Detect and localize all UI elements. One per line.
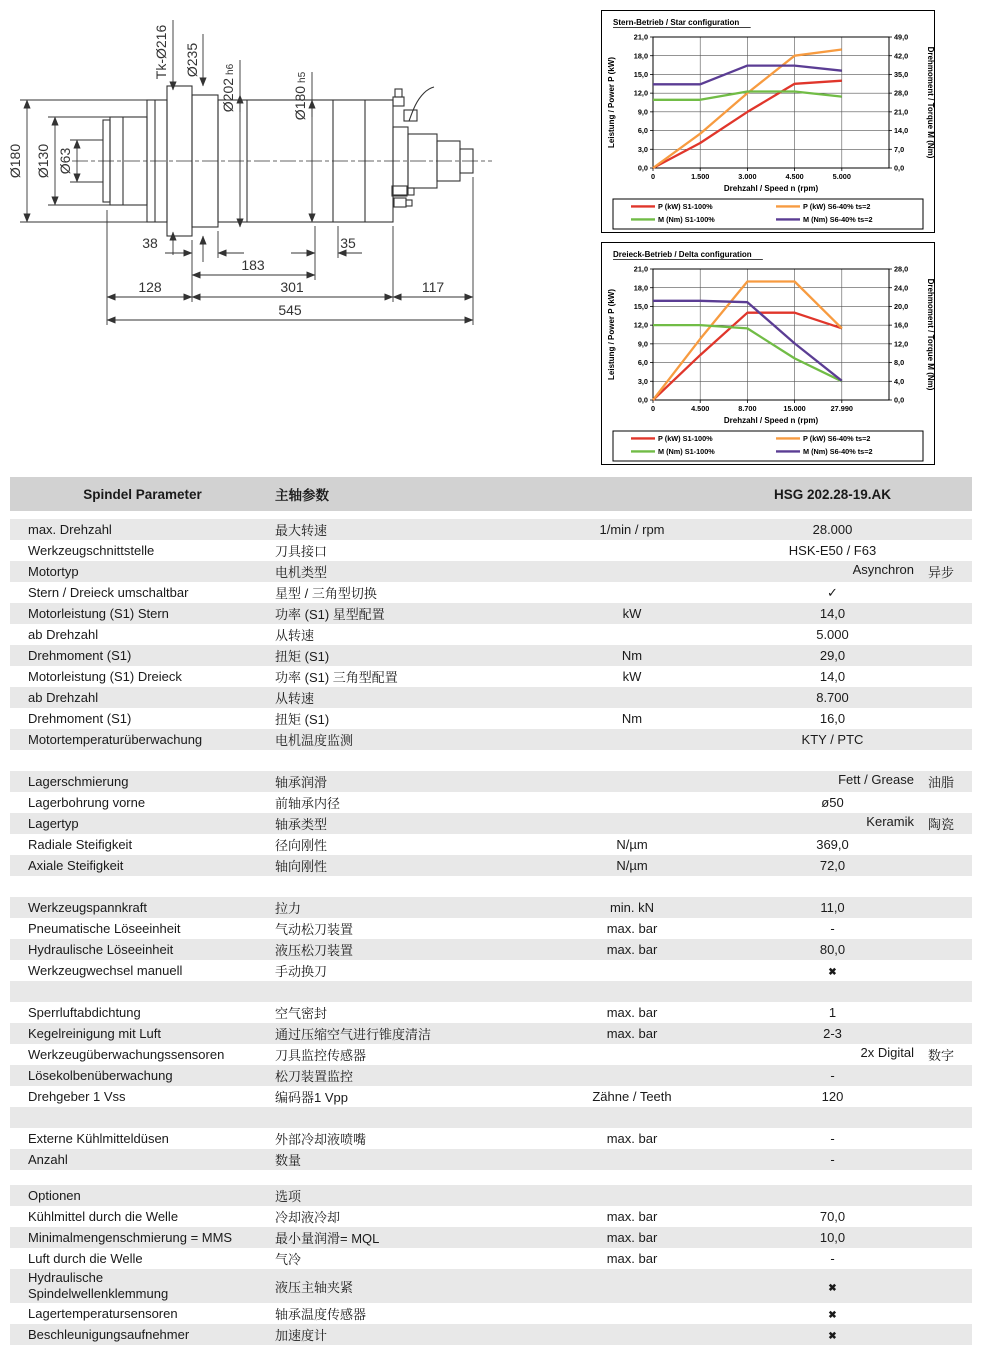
- param-name-zh: 功率 (S1) 三角型配置: [275, 670, 398, 685]
- param-name-de: Werkzeugwechsel manuell: [28, 963, 183, 978]
- right-axis-tick-label: 0,0: [894, 163, 905, 173]
- param-name-zh: 轴承类型: [275, 817, 328, 832]
- param-value: 80,0: [819, 942, 846, 957]
- param-value: -: [830, 1068, 835, 1083]
- right-axis-tick-label: 49,0: [894, 32, 909, 42]
- dimension-labels: [7, 25, 444, 318]
- param-value: 2x Digital 数字: [860, 1045, 954, 1063]
- param-value: 29,0: [819, 648, 846, 663]
- legend-label: M (Nm) S1-100%: [658, 215, 715, 224]
- table-row: [10, 1269, 972, 1303]
- table-row: [10, 603, 972, 624]
- table-row: [10, 792, 972, 813]
- table-row: [10, 1002, 972, 1023]
- param-name-zh: 外部冷却液喷嘴: [275, 1132, 367, 1147]
- dim-label-d180h5: Ø180h5: [292, 71, 308, 121]
- spec-table-header: [10, 477, 972, 511]
- param-name-de: ab Drehzahl: [28, 627, 99, 642]
- left-axis-tick-label: 12,0: [633, 88, 648, 98]
- param-name-de: Beschleunigungsaufnehmer: [28, 1327, 190, 1342]
- spacer-row: [10, 750, 972, 771]
- right-axis-tick-label: 4,0: [894, 376, 905, 386]
- param-value-zh: 油脂: [927, 775, 954, 790]
- param-value: -: [830, 1152, 835, 1167]
- param-value: 5.000: [816, 627, 849, 642]
- param-name-de: Hydraulische Löseeinheit: [28, 942, 174, 957]
- x-axis-tick-label: 15.000: [783, 404, 806, 413]
- table-row: [10, 834, 972, 855]
- x-axis-tick-label: 4.500: [691, 404, 710, 413]
- x-axis-tick-label: 0: [650, 172, 656, 181]
- param-name-de: Kühlmittel durch die Welle: [28, 1209, 179, 1224]
- param-unit: N/µm: [616, 858, 648, 873]
- star-chart-svg: [601, 10, 935, 233]
- table-row: [10, 1227, 972, 1248]
- param-name-zh: 选项: [275, 1189, 302, 1204]
- legend-label: P (kW) S6-40% ts=2: [803, 434, 871, 443]
- param-name-de: Drehmoment (S1): [28, 711, 132, 726]
- x-axis-title: Drehzahl / Speed n (rpm): [723, 184, 819, 193]
- param-name-zh: 功率 (S1) 星型配置: [275, 607, 385, 622]
- table-row: [10, 1185, 972, 1206]
- table-row: [10, 729, 972, 750]
- param-unit: 1/min / rpm: [599, 522, 665, 537]
- param-name-zh: 编码器1 Vpp: [275, 1090, 348, 1105]
- table-row: [10, 939, 972, 960]
- param-name-de: Anzahl: [28, 1152, 68, 1167]
- spacer-row: [10, 1170, 972, 1185]
- spacer-row: [10, 876, 972, 897]
- param-name-de: Lösekolbenüberwachung: [28, 1068, 173, 1083]
- legend-label: P (kW) S6-40% ts=2: [803, 202, 871, 211]
- dim-label-tk216: Tk-Ø216: [153, 24, 169, 80]
- param-value: ✖: [828, 1310, 837, 1321]
- param-value: ✖: [828, 1282, 837, 1294]
- chart-title: Stern-Betrieb / Star configuration: [613, 18, 740, 27]
- x-axis-title: Drehzahl / Speed n (rpm): [723, 416, 819, 425]
- left-axis-tick-label: 12,0: [633, 320, 648, 330]
- spacer-row: [10, 981, 972, 1002]
- param-name-de: Externe Kühlmitteldüsen: [28, 1131, 169, 1146]
- param-unit: max. bar: [606, 942, 658, 957]
- table-row: [10, 918, 972, 939]
- param-name-zh: 液压主轴夹紧: [275, 1279, 354, 1295]
- param-name-zh: 最小量润滑= MQL: [275, 1231, 380, 1246]
- dim-label-d63: Ø63: [57, 147, 73, 175]
- param-name-de: Stern / Dreieck umschaltbar: [28, 585, 189, 600]
- param-value: 72,0: [819, 858, 846, 873]
- param-name-de: Lagertyp: [28, 816, 79, 831]
- dim-label-38: 38: [142, 235, 158, 251]
- right-axis-tick-label: 0,0: [894, 395, 905, 405]
- delta-chart-svg: [601, 242, 935, 465]
- cable: [409, 87, 434, 121]
- left-axis-tick-label: 18,0: [633, 283, 648, 293]
- param-name-de: Radiale Steifigkeit: [28, 837, 133, 852]
- left-axis-tick-label: 15,0: [633, 302, 648, 312]
- x-axis-tick-label: 4.500: [785, 172, 804, 181]
- param-name-zh: 扭矩 (S1): [275, 649, 330, 664]
- right-axis-tick-label: 28,0: [894, 264, 909, 274]
- param-name-de: Kegelreinigung mit Luft: [28, 1026, 161, 1041]
- table-row: [10, 960, 972, 981]
- dim-label-183: 183: [241, 257, 265, 273]
- left-axis-title: Leistung / Power P (kW): [607, 57, 616, 148]
- param-value: 14,0: [819, 606, 846, 621]
- param-name-zh: 前轴承内径: [275, 796, 341, 811]
- param-name-de: Luft durch die Welle: [28, 1251, 143, 1266]
- x-axis-tick-label: 27.990: [830, 404, 853, 413]
- table-row: [10, 561, 972, 582]
- table-row: [10, 855, 972, 876]
- param-name-zh: 从转速: [275, 628, 315, 643]
- x-axis-tick-label: 0: [650, 404, 656, 413]
- dim-label-35: 35: [340, 235, 356, 251]
- table-row: [10, 1023, 972, 1044]
- right-axis-tick-label: 7,0: [894, 144, 905, 154]
- param-name-zh: 从转速: [275, 691, 315, 706]
- param-value: 2-3: [823, 1026, 842, 1041]
- param-name-zh: 轴向刚性: [275, 859, 328, 874]
- dim-label-128: 128: [138, 279, 162, 295]
- param-unit: kW: [622, 669, 642, 684]
- param-name-de: Optionen: [28, 1188, 81, 1203]
- param-name-de: Motortemperaturüberwachung: [28, 732, 203, 747]
- param-value: -: [830, 1251, 835, 1266]
- left-axis-title: Leistung / Power P (kW): [607, 289, 616, 380]
- param-name-de: Lagertemperatursensoren: [28, 1306, 178, 1321]
- right-axis-title: Drehmoment / Torque M (Nm): [926, 46, 935, 159]
- param-name-de: Werkzeugschnittstelle: [28, 543, 155, 558]
- table-row: [10, 1303, 972, 1324]
- param-name-zh: 气冷: [275, 1252, 302, 1267]
- right-axis-tick-label: 20,0: [894, 302, 909, 312]
- param-name-zh: 刀具监控传感器: [275, 1048, 367, 1063]
- dim-label-545: 545: [278, 302, 302, 318]
- param-name-zh: 松刀装置监控: [275, 1069, 354, 1084]
- left-axis-tick-label: 3,0: [637, 144, 648, 154]
- dim-label-117: 117: [421, 279, 445, 295]
- param-name-zh: 径向刚性: [275, 838, 328, 853]
- param-name-zh: 星型 / 三角型切换: [275, 586, 377, 601]
- chart-title: Dreieck-Betrieb / Delta configuration: [613, 250, 752, 259]
- param-name-de: ab Drehzahl: [28, 690, 99, 705]
- param-value: Fett / Grease 油脂: [838, 772, 954, 790]
- param-name-zh: 加速度计: [275, 1328, 328, 1343]
- table-row: [10, 540, 972, 561]
- param-unit: max. bar: [606, 1026, 658, 1041]
- x-axis-tick-label: 3.000: [738, 172, 757, 181]
- param-name-zh: 数量: [275, 1153, 302, 1168]
- param-name-zh: 电机温度监测: [275, 733, 354, 748]
- legend-label: M (Nm) S6-40% ts=2: [803, 215, 873, 224]
- spec-table: [10, 477, 972, 1345]
- table-row: [10, 582, 972, 603]
- right-axis-title: Drehmoment / Torque M (Nm): [926, 278, 935, 391]
- param-name-de: Werkzeugüberwachungssensoren: [28, 1047, 225, 1062]
- table-row: [10, 1128, 972, 1149]
- param-value: ✓: [827, 584, 838, 600]
- table-row: [10, 813, 972, 834]
- param-name-zh: 扭矩 (S1): [275, 712, 330, 727]
- param-name-zh: 刀具接口: [275, 544, 328, 559]
- spindle-technical-drawing: [0, 0, 590, 470]
- left-axis-tick-label: 21,0: [633, 32, 648, 42]
- param-value-zh: 数字: [927, 1048, 954, 1063]
- table-row: [10, 666, 972, 687]
- dim-label-301: 301: [280, 279, 304, 295]
- param-name-de: Motorleistung (S1) Stern: [28, 606, 169, 621]
- right-axis-tick-label: 42,0: [894, 51, 909, 61]
- connector-fittings: [392, 87, 434, 207]
- param-value-zh: 陶瓷: [927, 817, 954, 832]
- param-name-de: Motortyp: [28, 564, 79, 579]
- right-axis-tick-label: 14,0: [894, 126, 909, 136]
- param-value: ✖: [828, 967, 837, 978]
- param-value: Keramik 陶瓷: [866, 814, 954, 832]
- param-name-de: Lagerschmierung: [28, 774, 129, 789]
- left-axis-tick-label: 0,0: [637, 163, 648, 173]
- param-name-de: Axiale Steifigkeit: [28, 858, 124, 873]
- table-row: [10, 1206, 972, 1227]
- param-name-de: Drehgeber 1 Vss: [28, 1089, 126, 1104]
- left-axis-tick-label: 9,0: [637, 339, 648, 349]
- table-row: [10, 1044, 972, 1065]
- spec-table-body: [10, 519, 972, 1345]
- param-value: ø50: [821, 795, 844, 810]
- header-model: HSG 202.28-19.AK: [773, 486, 892, 502]
- table-row: [10, 1065, 972, 1086]
- right-axis-tick-label: 8,0: [894, 358, 905, 368]
- x-axis-tick-label: 8.700: [738, 404, 757, 413]
- param-value: 28.000: [812, 522, 853, 537]
- param-value: 8.700: [816, 690, 849, 705]
- param-name-de: max. Drehzahl: [28, 522, 112, 537]
- right-axis-tick-label: 35,0: [894, 70, 909, 80]
- param-value: 14,0: [819, 669, 846, 684]
- table-row: [10, 1248, 972, 1269]
- param-unit: Nm: [621, 711, 643, 726]
- param-name-de: Motorleistung (S1) Dreieck: [28, 669, 182, 684]
- legend-label: M (Nm) S6-40% ts=2: [803, 447, 873, 456]
- param-value: Asynchron 异步: [852, 562, 954, 580]
- param-value: HSK-E50 / F63: [788, 543, 877, 558]
- param-name-zh: 通过压缩空气进行锥度清洁: [275, 1027, 432, 1042]
- param-name-de: Pneumatische Löseeinheit: [28, 921, 181, 936]
- param-unit: max. bar: [606, 1131, 658, 1146]
- left-axis-tick-label: 15,0: [633, 70, 648, 80]
- param-value: 10,0: [819, 1230, 846, 1245]
- param-name-de: Hydraulische Spindelwellenklemmung: [28, 1269, 169, 1301]
- left-axis-tick-label: 18,0: [633, 51, 648, 61]
- param-name-de: Lagerbohrung vorne: [28, 795, 146, 810]
- param-unit: max. bar: [606, 921, 658, 936]
- param-name-de: Werkzeugspannkraft: [28, 900, 147, 915]
- param-name-de: Minimalmengenschmierung = MMS: [28, 1230, 233, 1245]
- param-value: 120: [821, 1089, 844, 1104]
- param-name-zh: 手动换刀: [275, 964, 328, 979]
- table-row: [10, 771, 972, 792]
- param-value: 369,0: [816, 837, 849, 852]
- table-row: [10, 645, 972, 666]
- table-row: [10, 519, 972, 540]
- param-name-zh: 轴承温度传感器: [275, 1307, 367, 1322]
- param-value: -: [830, 921, 835, 936]
- table-row: [10, 687, 972, 708]
- x-axis-tick-label: 5.000: [832, 172, 851, 181]
- left-axis-tick-label: 6,0: [637, 358, 648, 368]
- left-axis-tick-label: 3,0: [637, 376, 648, 386]
- param-name-zh: 轴承润滑: [275, 775, 328, 790]
- param-unit: kW: [622, 606, 642, 621]
- x-axis-tick-label: 1.500: [691, 172, 710, 181]
- param-name-zh: 电机类型: [275, 565, 328, 580]
- dim-label-d180: Ø180: [7, 143, 23, 179]
- param-unit: min. kN: [609, 900, 655, 915]
- param-value: ✖: [828, 1331, 837, 1342]
- param-name-zh: 最大转速: [275, 523, 328, 538]
- param-unit: max. bar: [606, 1251, 658, 1266]
- legend-label: P (kW) S1-100%: [658, 434, 713, 443]
- param-value: 16,0: [819, 711, 846, 726]
- table-row: [10, 1086, 972, 1107]
- left-axis-tick-label: 21,0: [633, 264, 648, 274]
- param-unit: Nm: [621, 648, 643, 663]
- param-unit: max. bar: [606, 1230, 658, 1245]
- star-configuration-chart: [601, 10, 935, 233]
- param-value: 11,0: [820, 900, 845, 915]
- param-unit: Zähne / Teeth: [592, 1089, 672, 1104]
- header-parameter-zh: 主轴参数: [275, 488, 329, 503]
- header-parameter-de: Spindel Parameter: [83, 486, 202, 502]
- left-axis-tick-label: 0,0: [637, 395, 648, 405]
- right-axis-tick-label: 24,0: [894, 283, 909, 293]
- param-value: 70,0: [819, 1209, 846, 1224]
- param-value: KTY / PTC: [801, 732, 864, 747]
- dim-label-d130: Ø130: [35, 143, 51, 179]
- param-name-zh: 拉力: [275, 901, 302, 916]
- param-value-zh: 异步: [927, 565, 954, 580]
- param-name-de: Sperrluftabdichtung: [28, 1005, 141, 1020]
- table-row: [10, 1149, 972, 1170]
- spacer-row: [10, 1107, 972, 1128]
- param-name-zh: 液压松刀装置: [275, 943, 354, 958]
- table-row: [10, 708, 972, 729]
- param-unit: max. bar: [606, 1005, 658, 1020]
- table-row: [10, 1324, 972, 1345]
- left-axis-tick-label: 6,0: [637, 126, 648, 136]
- legend-label: M (Nm) S1-100%: [658, 447, 715, 456]
- dim-label-d235: Ø235: [184, 42, 200, 78]
- table-row: [10, 624, 972, 645]
- right-axis-tick-label: 16,0: [894, 320, 909, 330]
- param-unit: N/µm: [616, 837, 648, 852]
- right-axis-tick-label: 12,0: [894, 339, 909, 349]
- delta-configuration-chart: [601, 242, 935, 465]
- legend-label: P (kW) S1-100%: [658, 202, 713, 211]
- param-value: -: [830, 1131, 835, 1146]
- param-name-de: Drehmoment (S1): [28, 648, 132, 663]
- param-name-zh: 冷却液冷却: [275, 1210, 341, 1225]
- right-axis-tick-label: 21,0: [894, 107, 909, 117]
- param-unit: max. bar: [606, 1209, 658, 1224]
- right-axis-tick-label: 28,0: [894, 88, 909, 98]
- param-name-zh: 气动松刀装置: [275, 922, 354, 937]
- param-value: 1: [828, 1005, 837, 1020]
- table-row: [10, 897, 972, 918]
- dim-label-d202h6: Ø202h6: [220, 63, 236, 113]
- param-name-zh: 空气密封: [275, 1006, 328, 1021]
- left-axis-tick-label: 9,0: [637, 107, 648, 117]
